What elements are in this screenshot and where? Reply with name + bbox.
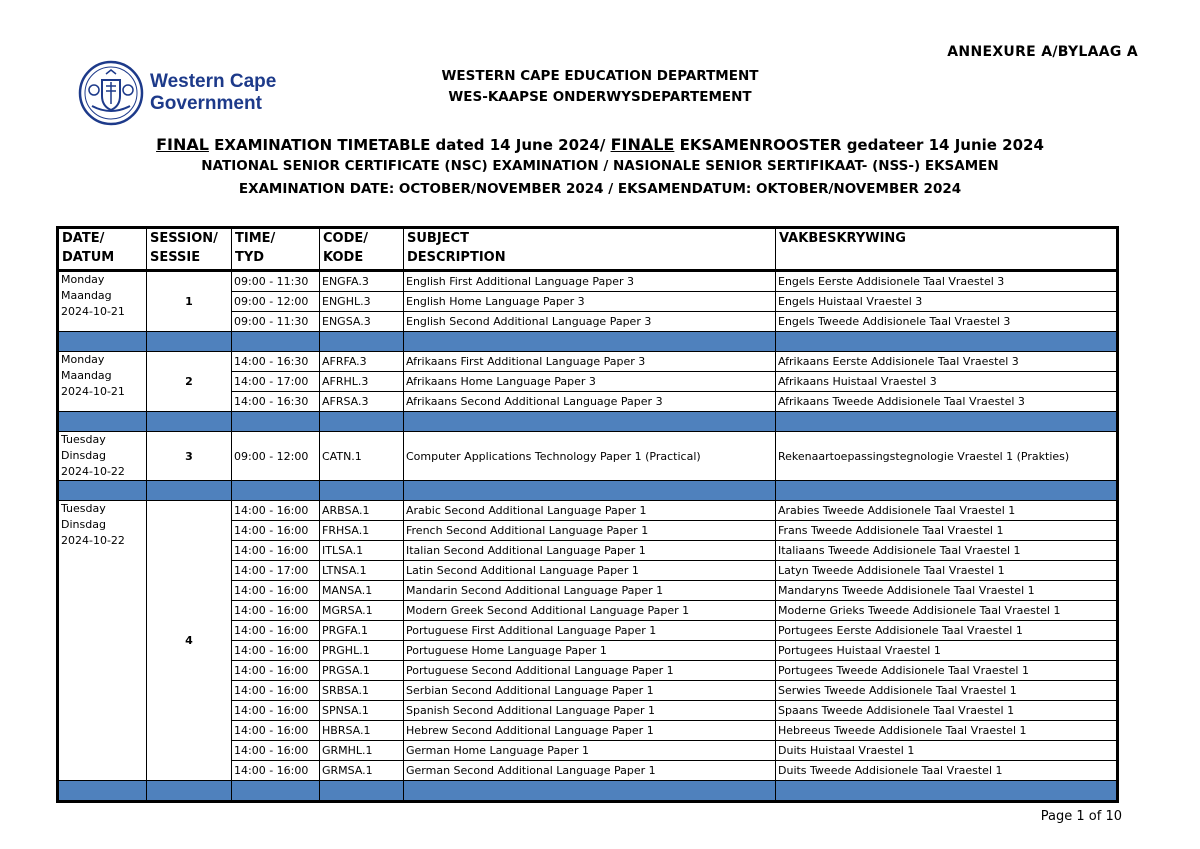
- vakbeskrywing-cell: Afrikaans Huistaal Vraestel 3: [776, 372, 1118, 392]
- table-row: [58, 501, 1118, 521]
- title-mid-en: EXAMINATION TIMETABLE dated 14 June 2024/: [208, 136, 611, 154]
- separator-cell: [232, 412, 320, 432]
- date-cell: [58, 432, 147, 481]
- document-title: [0, 134, 1200, 156]
- session-separator-row: [58, 332, 1118, 352]
- vakbeskrywing-cell: Arabies Tweede Addisionele Taal Vraestel 1: [776, 501, 1118, 521]
- separator-cell: [404, 412, 776, 432]
- separator-cell: [776, 412, 1118, 432]
- vakbeskrywing-cell: Spaans Tweede Addisionele Taal Vraestel 1: [776, 701, 1118, 721]
- separator-cell: [147, 781, 232, 802]
- time-cell: 14:00 - 16:00: [232, 761, 320, 781]
- time-cell: 09:00 - 11:30: [232, 312, 320, 332]
- vakbeskrywing-cell: Portugees Huistaal Vraestel 1: [776, 641, 1118, 661]
- vakbeskrywing-cell: Afrikaans Eerste Addisionele Taal Vraestel 3: [776, 352, 1118, 372]
- time-cell: 14:00 - 17:00: [232, 372, 320, 392]
- time-cell: 14:00 - 16:00: [232, 741, 320, 761]
- time-cell: 14:00 - 16:00: [232, 701, 320, 721]
- session-number: 1: [147, 271, 232, 332]
- date-day-af: Maandag: [61, 289, 112, 302]
- separator-cell: [147, 481, 232, 501]
- time-cell: 14:00 - 16:00: [232, 641, 320, 661]
- page-number: Page 1 of 10: [1040, 809, 1122, 824]
- code-cell: GRMHL.1: [320, 741, 404, 761]
- vakbeskrywing-cell: Portugees Eerste Addisionele Taal Vraestel 1: [776, 621, 1118, 641]
- subject-cell: Afrikaans First Additional Language Paper 3: [404, 352, 776, 372]
- header-code: CODE/ KODE: [320, 228, 404, 271]
- timetable: [56, 226, 1119, 803]
- date-date: 2024-10-22: [61, 465, 125, 478]
- separator-cell: [58, 781, 147, 802]
- time-cell: 14:00 - 16:00: [232, 621, 320, 641]
- annexure-label: ANNEXURE A/BYLAAG A: [947, 44, 1138, 60]
- vakbeskrywing-cell: Duits Tweede Addisionele Taal Vraestel 1: [776, 761, 1118, 781]
- time-cell: 14:00 - 16:30: [232, 392, 320, 412]
- code-cell: PRGFA.1: [320, 621, 404, 641]
- title-final-en: FINAL: [156, 135, 209, 154]
- time-cell: 14:00 - 16:00: [232, 521, 320, 541]
- separator-cell: [776, 781, 1118, 802]
- separator-cell: [232, 781, 320, 802]
- separator-cell: [147, 332, 232, 352]
- vakbeskrywing-cell: Engels Tweede Addisionele Taal Vraestel 3: [776, 312, 1118, 332]
- title-final-af: FINALE: [610, 135, 675, 154]
- date-date: 2024-10-22: [61, 534, 125, 547]
- subject-cell: German Home Language Paper 1: [404, 741, 776, 761]
- header-session: SESSION/ SESSIE: [147, 228, 232, 271]
- subject-cell: English First Additional Language Paper 3: [404, 271, 776, 292]
- code-cell: FRHSA.1: [320, 521, 404, 541]
- table-row: [58, 271, 1118, 292]
- code-cell: SPNSA.1: [320, 701, 404, 721]
- separator-cell: [320, 332, 404, 352]
- code-cell: PRGHL.1: [320, 641, 404, 661]
- time-cell: 14:00 - 16:00: [232, 541, 320, 561]
- time-cell: 14:00 - 17:00: [232, 561, 320, 581]
- date-cell: [58, 352, 147, 412]
- subject-cell: Italian Second Additional Language Paper 1: [404, 541, 776, 561]
- subject-cell: Latin Second Additional Language Paper 1: [404, 561, 776, 581]
- separator-cell: [58, 481, 147, 501]
- subject-cell: Afrikaans Home Language Paper 3: [404, 372, 776, 392]
- separator-cell: [232, 481, 320, 501]
- subject-cell: Modern Greek Second Additional Language Paper 1: [404, 601, 776, 621]
- header-row: [58, 228, 1118, 271]
- time-cell: 14:00 - 16:00: [232, 581, 320, 601]
- code-cell: CATN.1: [320, 432, 404, 481]
- code-cell: PRGSA.1: [320, 661, 404, 681]
- date-day-af: Dinsdag: [61, 518, 106, 531]
- subject-cell: German Second Additional Language Paper 1: [404, 761, 776, 781]
- date-day-af: Dinsdag: [61, 449, 106, 462]
- code-cell: HBRSA.1: [320, 721, 404, 741]
- vakbeskrywing-cell: Duits Huistaal Vraestel 1: [776, 741, 1118, 761]
- code-cell: AFRSA.3: [320, 392, 404, 412]
- session-separator-row: [58, 412, 1118, 432]
- vakbeskrywing-cell: Rekenaartoepassingstegnologie Vraestel 1 (Prakties): [776, 432, 1118, 481]
- date-cell: [58, 271, 147, 332]
- date-day-af: Maandag: [61, 369, 112, 382]
- time-cell: 14:00 - 16:00: [232, 721, 320, 741]
- title-rest-af: EKSAMENROOSTER gedateer 14 Junie 2024: [674, 136, 1044, 154]
- subject-cell: Portuguese Second Additional Language Paper 1: [404, 661, 776, 681]
- exam-name: NATIONAL SENIOR CERTIFICATE (NSC) EXAMINATION / NASIONALE SENIOR SERTIFIKAAT- (NSS-) EKSAMEN: [201, 158, 999, 174]
- separator-cell: [58, 332, 147, 352]
- separator-cell: [776, 332, 1118, 352]
- subject-cell: Spanish Second Additional Language Paper 1: [404, 701, 776, 721]
- separator-cell: [404, 781, 776, 802]
- document-title-block: [0, 134, 1200, 200]
- separator-cell: [58, 412, 147, 432]
- code-cell: ENGHL.3: [320, 292, 404, 312]
- date-date: 2024-10-21: [61, 385, 125, 398]
- subject-cell: Mandarin Second Additional Language Paper 1: [404, 581, 776, 601]
- separator-cell: [776, 481, 1118, 501]
- date-day-en: Tuesday: [61, 502, 106, 515]
- vakbeskrywing-cell: Italiaans Tweede Addisionele Taal Vraestel 1: [776, 541, 1118, 561]
- vakbeskrywing-cell: Portugees Tweede Addisionele Taal Vraestel 1: [776, 661, 1118, 681]
- subject-cell: Serbian Second Additional Language Paper 1: [404, 681, 776, 701]
- date-date: 2024-10-21: [61, 305, 125, 318]
- subject-cell: Arabic Second Additional Language Paper 1: [404, 501, 776, 521]
- subject-cell: English Second Additional Language Paper 3: [404, 312, 776, 332]
- code-cell: ENGFA.3: [320, 271, 404, 292]
- table-row: [58, 352, 1118, 372]
- session-separator-row: [58, 781, 1118, 802]
- vakbeskrywing-cell: Frans Tweede Addisionele Taal Vraestel 1: [776, 521, 1118, 541]
- vakbeskrywing-cell: Engels Huistaal Vraestel 3: [776, 292, 1118, 312]
- subject-cell: Portuguese First Additional Language Paper 1: [404, 621, 776, 641]
- time-cell: 14:00 - 16:30: [232, 352, 320, 372]
- vakbeskrywing-cell: Afrikaans Tweede Addisionele Taal Vraestel 3: [776, 392, 1118, 412]
- separator-cell: [404, 332, 776, 352]
- code-cell: SRBSA.1: [320, 681, 404, 701]
- subject-cell: English Home Language Paper 3: [404, 292, 776, 312]
- header-vakbeskrywing: VAKBESKRYWING: [776, 228, 1118, 271]
- separator-cell: [404, 481, 776, 501]
- time-cell: 09:00 - 12:00: [232, 432, 320, 481]
- exam-date-line: EXAMINATION DATE: OCTOBER/NOVEMBER 2024 / EKSAMENDATUM: OKTOBER/NOVEMBER 2024: [238, 181, 962, 197]
- session-number: 2: [147, 352, 232, 412]
- code-cell: ARBSA.1: [320, 501, 404, 521]
- department-en: WESTERN CAPE EDUCATION DEPARTMENT: [441, 68, 759, 84]
- time-cell: 14:00 - 16:00: [232, 681, 320, 701]
- time-cell: 14:00 - 16:00: [232, 661, 320, 681]
- separator-cell: [320, 781, 404, 802]
- table-row: [58, 432, 1118, 481]
- subject-cell: Afrikaans Second Additional Language Paper 3: [404, 392, 776, 412]
- department-af: WES-KAAPSE ONDERWYSDEPARTEMENT: [448, 89, 752, 105]
- code-cell: MANSA.1: [320, 581, 404, 601]
- date-day-en: Monday: [61, 353, 105, 366]
- subject-cell: Computer Applications Technology Paper 1 (Practical): [404, 432, 776, 481]
- department-heading: [0, 66, 1200, 108]
- code-cell: ITLSA.1: [320, 541, 404, 561]
- vakbeskrywing-cell: Latyn Tweede Addisionele Taal Vraestel 1: [776, 561, 1118, 581]
- time-cell: 14:00 - 16:00: [232, 601, 320, 621]
- vakbeskrywing-cell: Engels Eerste Addisionele Taal Vraestel 3: [776, 271, 1118, 292]
- subject-cell: Hebrew Second Additional Language Paper 1: [404, 721, 776, 741]
- session-number: 4: [147, 501, 232, 781]
- logo-line-2: Government: [150, 93, 262, 114]
- session-number: 3: [147, 432, 232, 481]
- vakbeskrywing-cell: Moderne Grieks Tweede Addisionele Taal Vraestel 1: [776, 601, 1118, 621]
- session-separator-row: [58, 481, 1118, 501]
- date-cell: [58, 501, 147, 781]
- code-cell: AFRFA.3: [320, 352, 404, 372]
- separator-cell: [320, 481, 404, 501]
- separator-cell: [232, 332, 320, 352]
- vakbeskrywing-cell: Mandaryns Tweede Addisionele Taal Vraestel 1: [776, 581, 1118, 601]
- code-cell: LTNSA.1: [320, 561, 404, 581]
- separator-cell: [147, 412, 232, 432]
- subject-cell: Portuguese Home Language Paper 1: [404, 641, 776, 661]
- timetable-body: [58, 271, 1118, 802]
- header-subject: SUBJECT DESCRIPTION: [404, 228, 776, 271]
- date-day-en: Tuesday: [61, 433, 106, 446]
- code-cell: GRMSA.1: [320, 761, 404, 781]
- logo-line-1: Western Cape: [150, 71, 277, 92]
- code-cell: AFRHL.3: [320, 372, 404, 392]
- header-time: TIME/ TYD: [232, 228, 320, 271]
- code-cell: ENGSA.3: [320, 312, 404, 332]
- time-cell: 09:00 - 12:00: [232, 292, 320, 312]
- vakbeskrywing-cell: Serwies Tweede Addisionele Taal Vraestel 1: [776, 681, 1118, 701]
- vakbeskrywing-cell: Hebreeus Tweede Addisionele Taal Vraestel 1: [776, 721, 1118, 741]
- header-date: DATE/ DATUM: [58, 228, 147, 271]
- code-cell: MGRSA.1: [320, 601, 404, 621]
- date-day-en: Monday: [61, 273, 105, 286]
- separator-cell: [320, 412, 404, 432]
- subject-cell: French Second Additional Language Paper 1: [404, 521, 776, 541]
- time-cell: 14:00 - 16:00: [232, 501, 320, 521]
- time-cell: 09:00 - 11:30: [232, 271, 320, 292]
